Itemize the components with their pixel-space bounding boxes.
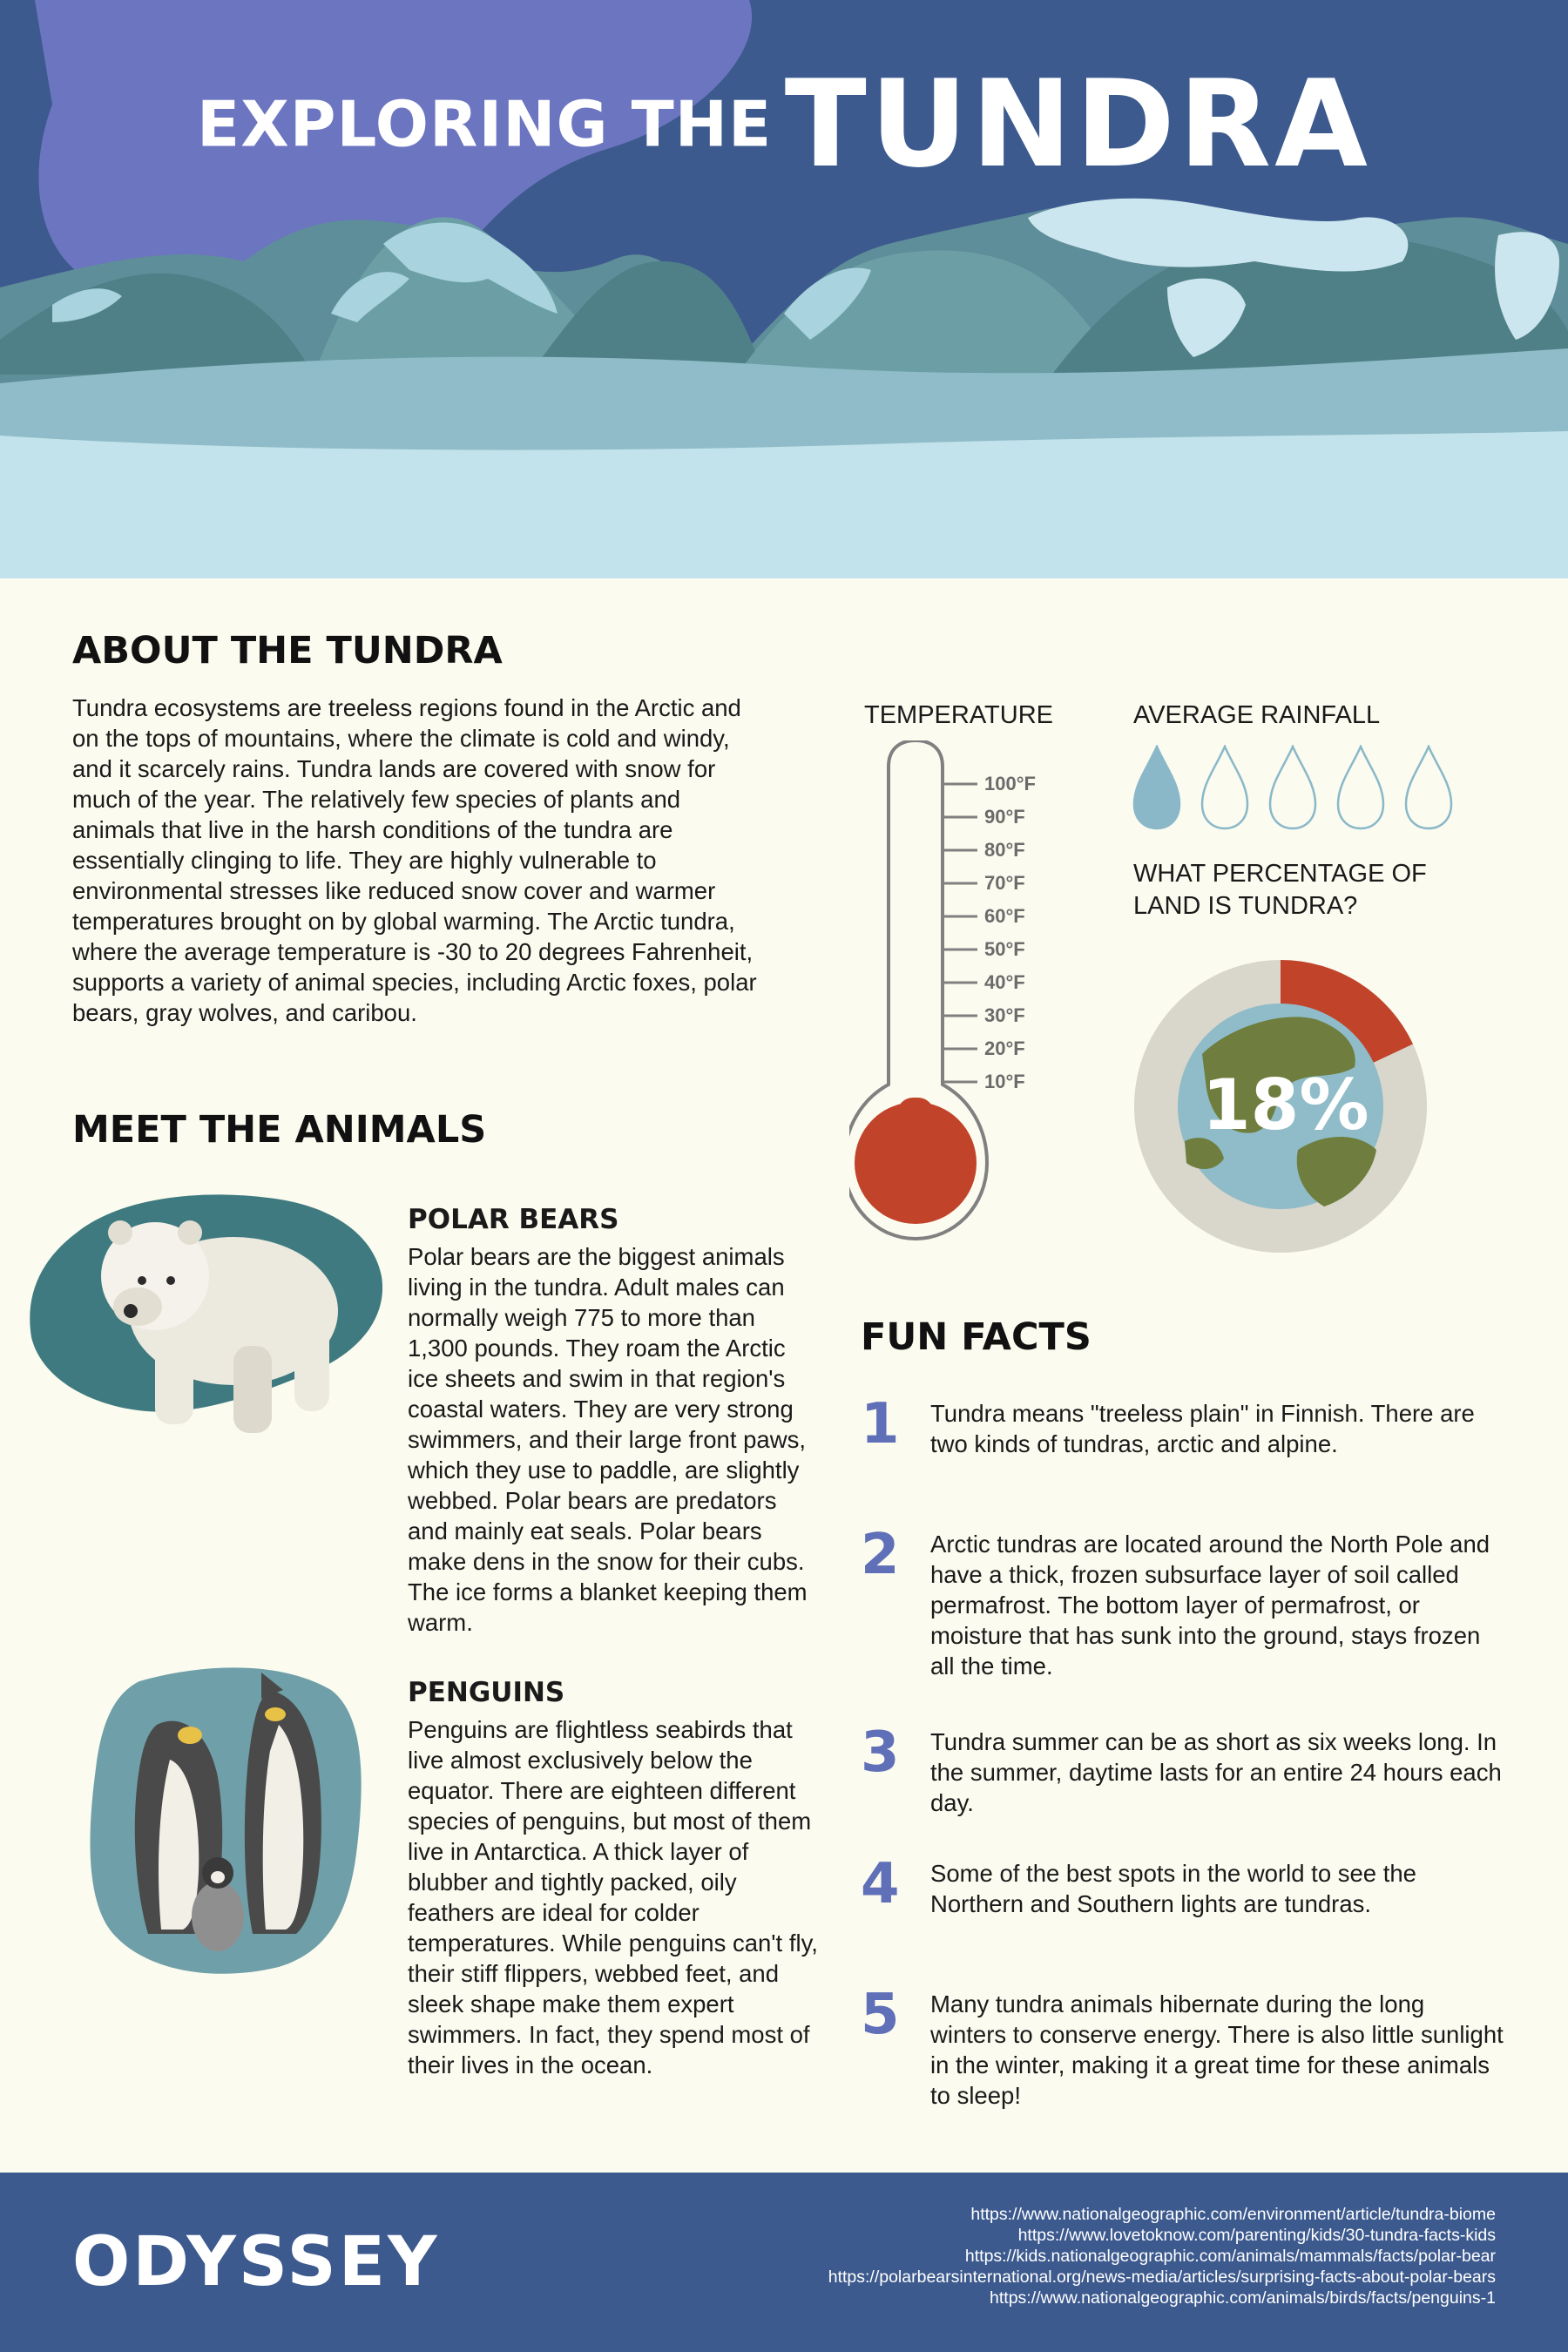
fact-number: 2	[861, 1523, 900, 1587]
fact-number: 1	[861, 1392, 900, 1456]
rainfall-drops	[1132, 745, 1463, 832]
title-main: TUNDRA	[784, 54, 1371, 194]
thermometer-tick-label: 50°F	[984, 938, 1025, 960]
land-percentage-label: WHAT PERCENTAGE OF LAND IS TUNDRA?	[1133, 860, 1427, 920]
fact-text: Tundra summer can be as short as six weeks long. In the summer, daytime lasts for an entire 24 hours each day.	[930, 1728, 1502, 1816]
raindrop-empty-icon	[1270, 747, 1315, 828]
about-text: Tundra ecosystems are treeless regions found in the Arctic and on the tops of mountains, where the climate is cold and windy, and it scarcely rains. Tundra lands are covered with snow for much of the year. The relatively few species of plants and animals that live in the harsh conditions of the tundra are essentially clinging to life. They are highly vulnerable to environmental stresses like reduced snow cover and warmer temperatures brought on by global warming. The Arctic tundra, where the average temperature is -30 to 20 degrees Fahrenheit, supports a variety of animal species, including Arctic foxes, polar bears, gray wolves, and caribou.	[72, 694, 757, 1026]
rainfall-label: AVERAGE RAINFALL	[1133, 701, 1381, 729]
raindrop-filled-icon	[1134, 747, 1179, 828]
fact-text: Some of the best spots in the world to see the Northern and Southern lights are tundras.	[930, 1860, 1416, 1917]
footer	[0, 2173, 1568, 2352]
raindrop-empty-icon	[1406, 747, 1451, 828]
fact-text: Many tundra animals hibernate during the long winters to conserve energy. There is also little sunlight in the winter, making it a great time for these animals to sleep!	[930, 1990, 1504, 2109]
thermometer-tick-label: 20°F	[984, 1037, 1025, 1059]
about-heading: ABOUT THE TUNDRA	[72, 629, 503, 672]
source-link[interactable]: https://www.nationalgeographic.com/environment/article/tundra-biome	[970, 2205, 1496, 2224]
thermometer-tick-label: 40°F	[984, 971, 1025, 993]
title-prefix: EXPLORING THE	[197, 87, 773, 161]
polar-bears-title: POLAR BEARS	[408, 1204, 619, 1235]
thermometer-tick-label: 90°F	[984, 806, 1025, 828]
thermometer-tick-label: 70°F	[984, 872, 1025, 894]
raindrop-empty-icon	[1338, 747, 1383, 828]
penguins-illustration	[87, 1664, 366, 1977]
page-title	[0, 54, 1568, 194]
thermometer-tick-label: 100°F	[984, 773, 1036, 794]
polar-bear-illustration	[24, 1180, 390, 1442]
temperature-label: TEMPERATURE	[864, 701, 1053, 729]
thermometer-mercury	[897, 1098, 934, 1132]
animals-heading: MEET THE ANIMALS	[72, 1108, 487, 1152]
fact-text: Arctic tundras are located around the North Pole and have a thick, frozen subsurface layer of soil called permafrost. The bottom layer of permafrost, or moisture that has sunk into the ground, stays frozen all the time.	[930, 1531, 1490, 1680]
source-link[interactable]: https://www.nationalgeographic.com/animals/birds/facts/penguins-1	[990, 2288, 1496, 2308]
thermometer-tick-label: 80°F	[984, 839, 1025, 861]
brand-logo: ODYSSEY	[72, 2223, 440, 2301]
penguins-title: PENGUINS	[408, 1677, 565, 1708]
fact-number: 4	[861, 1852, 900, 1916]
thermometer-tick-label: 30°F	[984, 1004, 1025, 1026]
polar-bears-text: Polar bears are the biggest animals living in the tundra. Adult males can normally weigh 775 to more than 1,300 pounds. They roam the Arctic ice sheets and swim in that region's coastal waters. They are very strong swimmers, and their large front paws, which they use to paddle, are slightly webbed. Polar bears are predators and mainly eat seals. Polar bears make dens in the snow for their cubs. The ice forms a blanket keeping them warm.	[408, 1243, 808, 1636]
source-link[interactable]: https://www.lovetoknow.com/parenting/kids/30-tundra-facts-kids	[1017, 2226, 1496, 2245]
thermometer-tick-label: 60°F	[984, 905, 1025, 927]
fact-number: 5	[861, 1983, 900, 2047]
land-percentage-value: 18%	[1202, 1064, 1369, 1146]
raindrop-empty-icon	[1202, 747, 1247, 828]
fact-number: 3	[861, 1720, 900, 1785]
sources-list	[828, 2204, 1496, 2308]
penguins-text: Penguins are flightless seabirds that live almost exclusively below the equator. There are eighteen different species of penguins, but most of them live in Antarctica. A thick layer of blubber and tightly packed, oily feathers are ideal for colder temperatures. While penguins can't fly, their stiff flippers, webbed feet, and sleek shape make them expert swimmers. In fact, they spend most of their lives in the ocean.	[408, 1716, 818, 2078]
source-link[interactable]: https://polarbearsinternational.org/news-media/articles/surprising-facts-about-polar-bears	[828, 2268, 1496, 2287]
fun-facts-heading: FUN FACTS	[861, 1315, 1092, 1359]
thermometer-tick-label: 10°F	[984, 1071, 1025, 1092]
fact-text: Tundra means "treeless plain" in Finnish. There are two kinds of tundras, arctic and alpine.	[930, 1400, 1475, 1457]
source-link[interactable]: https://kids.nationalgeographic.com/animals/mammals/facts/polar-bear	[964, 2247, 1496, 2266]
header-banner	[0, 0, 1568, 578]
